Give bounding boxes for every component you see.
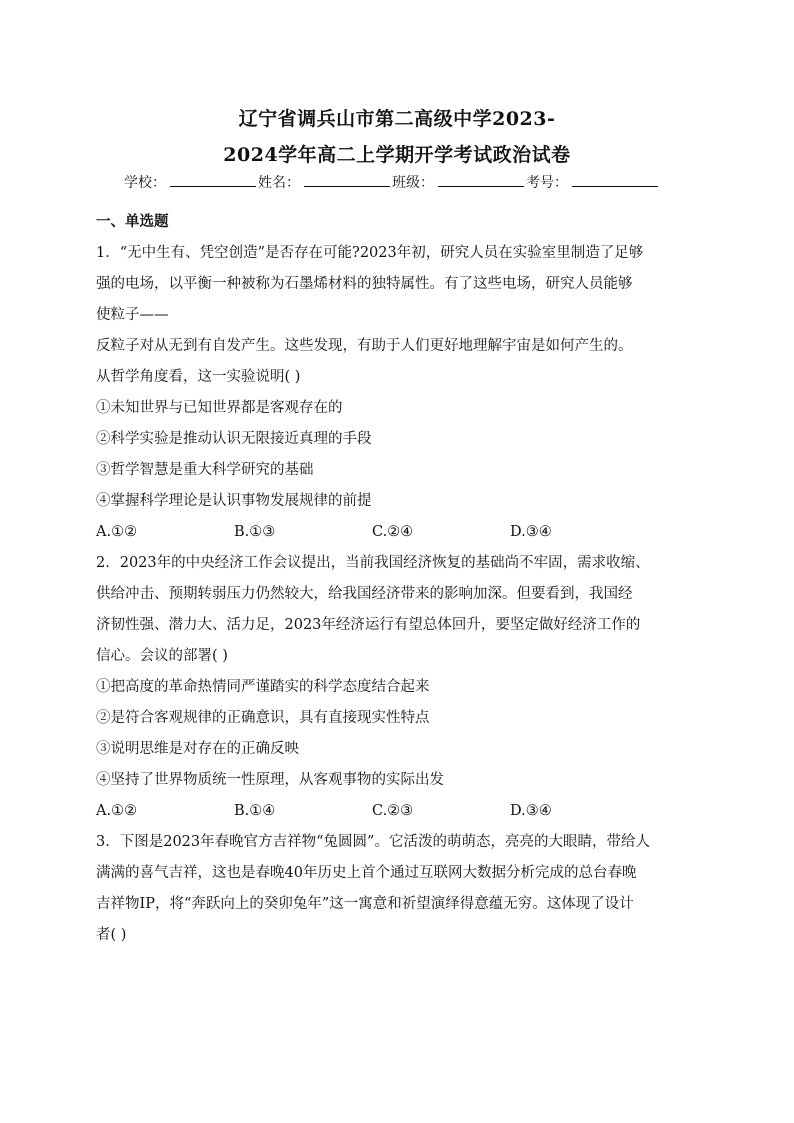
question-text-line: 使粒子——: [96, 307, 169, 323]
question-3: [96, 827, 696, 951]
statement-item: ④坚持了世界物质统一性原理，从客观事物的实际出发: [96, 772, 444, 788]
question-text-line: 反粒子对从无到有自发产生。这些发现，有助于人们更好地理解宇宙是如何产生的。: [96, 338, 633, 354]
question-text-line: 满满的喜气吉祥，这也是春晚40年历史上首个通过互联网大数据分析完成的总台春晚: [96, 865, 637, 881]
student-info-row: [124, 172, 660, 192]
exam-number-field: [526, 172, 660, 192]
option-b[interactable]: B.①③: [234, 524, 276, 540]
class-field: [392, 172, 526, 192]
statement-item: ③哲学智慧是重大科学研究的基础: [96, 462, 314, 478]
option-c[interactable]: C.②④: [372, 524, 414, 540]
statement-item: ④掌握科学理论是认识事物发展规律的前提: [96, 493, 372, 509]
question-text-line: 信心。会议的部署( ): [96, 648, 228, 664]
option-b[interactable]: B.①④: [234, 803, 276, 819]
statement-item: ②科学实验是推动认识无限接近真理的手段: [96, 431, 372, 447]
answer-options: [96, 517, 696, 548]
exam-content: [96, 212, 696, 951]
question-text-line: 者( ): [96, 927, 127, 943]
school-label: 学校：: [124, 175, 166, 191]
option-d[interactable]: D.③④: [510, 803, 552, 819]
statement-item: ①把高度的革命热情同严谨踏实的科学态度结合起来: [96, 679, 430, 695]
question-text-line: 从哲学角度看，这一实验说明( ): [96, 369, 301, 385]
answer-options: [96, 796, 696, 827]
question-text-line: 强的电场，以平衡一种被称为石墨烯材料的独特属性。有了这些电场，研究人员能够: [96, 276, 633, 292]
statement-item: ①未知世界与已知世界都是客观存在的: [96, 400, 343, 416]
name-blank[interactable]: [304, 172, 390, 187]
exam-title-line-2: 2024学年高二上学期开学考试政治试卷: [223, 144, 571, 166]
question-text-line: 1．“无中生有、凭空创造”是否存在可能?2023年初，研究人员在实验室里制造了足够: [96, 245, 644, 261]
exam-title-line-1: 辽宁省调兵山市第二高级中学2023-: [238, 108, 556, 130]
question-text-line: 供给冲击、预期转弱压力仍然较大，给我国经济带来的影响加深。但要看到，我国经: [96, 586, 633, 602]
question-1: [96, 238, 696, 548]
question-text-line: 2．2023年的中央经济工作会议提出，当前我国经济恢复的基础尚不牢固，需求收缩、: [96, 555, 650, 571]
option-a[interactable]: A.①②: [96, 803, 138, 819]
exam-number-label: 考号：: [526, 175, 568, 191]
option-c[interactable]: C.②③: [372, 803, 414, 819]
option-d[interactable]: D.③④: [510, 524, 552, 540]
school-blank[interactable]: [170, 172, 256, 187]
name-label: 姓名：: [258, 175, 300, 191]
question-text-line: 3．下图是2023年春晚官方吉祥物“兔圆圆”。它活泼的萌萌态，亮亮的大眼睛，带给人: [96, 834, 650, 850]
class-label: 班级：: [392, 175, 434, 191]
question-text-line: 济韧性强、潜力大、活力足，2023年经济运行有望总体回升，要坚定做好经济工作的: [96, 617, 641, 633]
statement-item: ②是符合客观规律的正确意识，具有直接现实性特点: [96, 710, 430, 726]
option-a[interactable]: A.①②: [96, 524, 138, 540]
class-blank[interactable]: [438, 172, 524, 187]
question-text-line: 吉祥物IP，将“奔跃向上的癸卯兔年”这一寓意和祈望演绎得意蕴无穷。这体现了设计: [96, 896, 634, 912]
school-field: [124, 172, 258, 192]
name-field: [258, 172, 392, 192]
question-2: [96, 548, 696, 827]
section-heading: 一、单选题: [96, 213, 169, 230]
statement-item: ③说明思维是对存在的正确反映: [96, 741, 299, 757]
exam-number-blank[interactable]: [572, 172, 658, 187]
